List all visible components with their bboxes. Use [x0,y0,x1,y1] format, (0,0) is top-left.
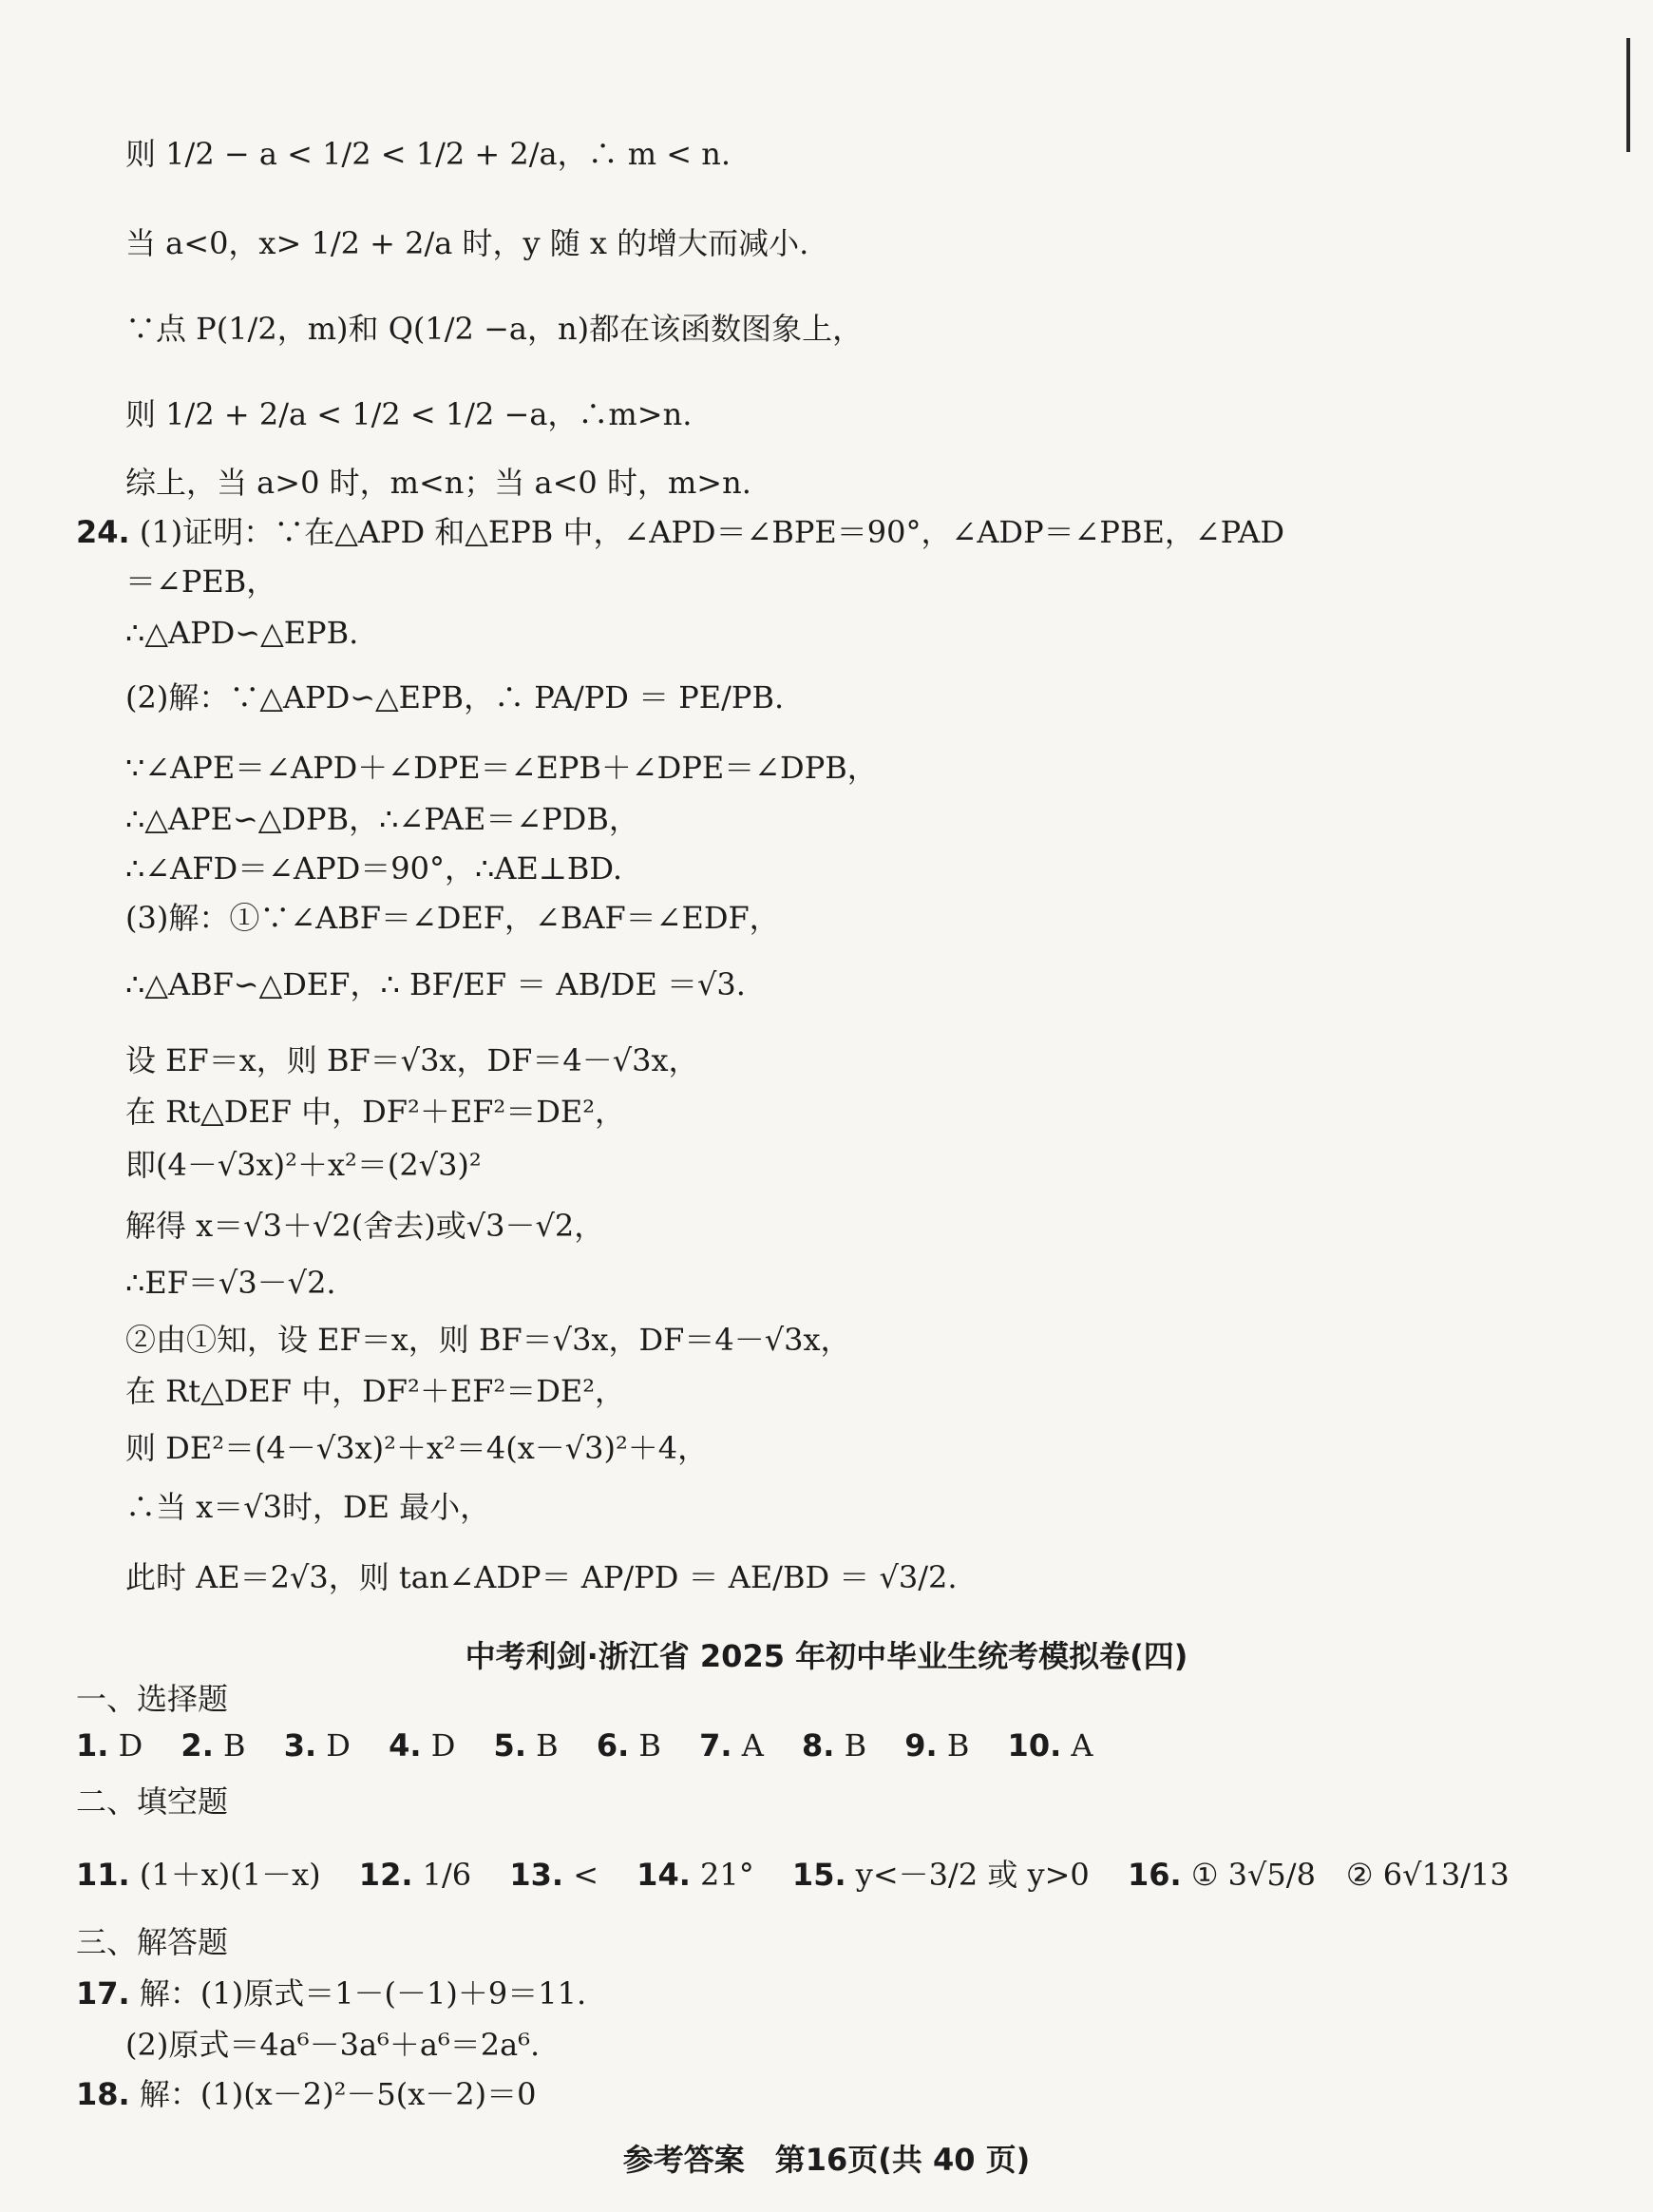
page-edge-line [1626,38,1630,152]
text-line: 则 1/2 − a < 1/2 < 1/2 + 2/a，∴ m < n. [125,136,732,172]
choice-answer: 3. D [283,1727,351,1764]
text-line: ∵点 P(1/2，m)和 Q(1/2 −a，n)都在该函数图象上， [125,311,864,347]
q24-line: ∴△ABF∽△DEF，∴ BF/EF ＝ AB/DE ＝√3. [125,966,746,1002]
fill-answer: 15. y<－3/2 或 y>0 [791,1857,1090,1893]
q24-line: 则 DE²＝(4－√3x)²＋x²＝4(x－√3)²＋4， [125,1430,709,1466]
q24-line: 在 Rt△DEF 中，DF²＋EF²＝DE²， [125,1373,626,1409]
choice-answers-row [76,1727,1122,1764]
choice-answer: 4. D [389,1727,456,1764]
section-heading: 一、选择题 [76,1681,229,1717]
question-number: 17. [76,1975,130,2012]
choice-answer: 8. B [801,1727,867,1764]
q24-line: ∴∠AFD＝∠APD＝90°，∴AE⊥BD. [125,850,623,887]
question-18-line [76,2073,537,2115]
question-number: 24. [76,514,130,550]
choice-answer: 10. A [1007,1727,1093,1764]
question-number: 18. [76,2076,130,2112]
fill-answer: 14. 21° [636,1857,754,1893]
fill-answer: 11. (1＋x)(1－x) [76,1857,321,1893]
q24-line: 在 Rt△DEF 中，DF²＋EF²＝DE²， [125,1094,626,1130]
q24-line: 解得 x＝√3＋√2(舍去)或√3－√2， [125,1208,605,1244]
q24-line: ②由①知，设 EF＝x，则 BF＝√3x，DF＝4－√3x， [125,1322,851,1358]
q24-line: ∵∠APE＝∠APD＋∠DPE＝∠EPB＋∠DPE＝∠DPB， [125,750,878,786]
q24-line: 设 EF＝x，则 BF＝√3x，DF＝4－√3x， [125,1042,699,1078]
choice-answer: 2. B [180,1727,246,1764]
q17-line: (2)原式＝4a⁶－3a⁶＋a⁶＝2a⁶. [125,2027,541,2063]
q18-text: 解：(1)(x－2)²－5(x－2)＝0 [139,2076,537,2112]
fill-answer: 12. 1/6 [358,1857,472,1893]
choice-answer: 6. B [596,1727,661,1764]
q24-line: (3)解：①∵∠ABF＝∠DEF，∠BAF＝∠EDF， [125,900,780,936]
q24-line: 即(4－√3x)²＋x²＝(2√3)² [125,1147,482,1183]
section-title: 中考利剑·浙江省 2025 年初中毕业生统考模拟卷(四) [465,1638,1188,1674]
fill-answers-row [76,1851,1538,1895]
q24-line: ∴△APD∽△EPB. [125,615,359,651]
section-heading: 二、填空题 [76,1783,229,1820]
q17-text: 解：(1)原式＝1－(－1)＋9＝11. [139,1975,587,2012]
choice-answer: 9. B [904,1727,970,1764]
q24-line: ∴EF＝√3－√2. [125,1265,336,1301]
section-heading: 三、解答题 [76,1924,229,1960]
question-17-line [76,1973,586,2014]
q24-text: (1)证明：∵在△APD 和△EPB 中，∠APD＝∠BPE＝90°，∠ADP＝∠PBE，∠PAD [139,514,1285,550]
text-line: 综上，当 a>0 时，m<n；当 a<0 时，m>n. [125,465,751,501]
q24-line: 此时 AE＝2√3，则 tan∠ADP＝ AP/PD ＝ AE/BD ＝ √3/2. [125,1559,958,1595]
page-footer: 参考答案 第16页(共 40 页) [622,2142,1031,2178]
q24-line: ∴△APE∽△DPB，∴∠PAE＝∠PDB， [125,801,639,837]
choice-answer: 5. B [493,1727,559,1764]
fill-answer: 13. < [509,1857,598,1893]
question-24-line [76,511,1284,553]
choice-answer: 7. A [699,1727,764,1764]
q24-line: ∴当 x＝√3时，DE 最小， [125,1489,491,1525]
fill-answer: 16. ① 3√5/8 ② 6√13/13 [1127,1857,1510,1893]
text-line: 当 a<0，x> 1/2 + 2/a 时，y 随 x 的增大而减小. [125,225,809,261]
text-line: 则 1/2 + 2/a < 1/2 < 1/2 −a，∴m>n. [125,396,693,432]
q24-line: (2)解：∵△APD∽△EPB，∴ PA/PD ＝ PE/PB. [125,679,785,715]
choice-answer: 1. D [76,1727,143,1764]
q24-line: ＝∠PEB， [125,563,277,600]
